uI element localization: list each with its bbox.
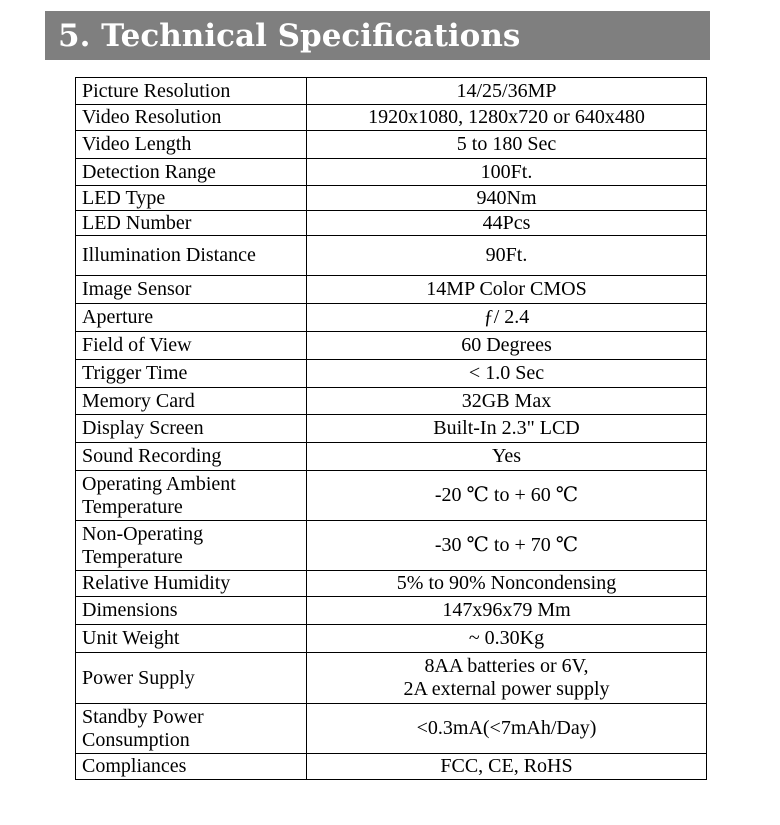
spec-value: ~ 0.30Kg [307, 625, 707, 653]
table-row [76, 159, 707, 186]
table-row [76, 332, 707, 360]
spec-label: Image Sensor [76, 276, 307, 304]
table-row [76, 653, 707, 704]
table-row [76, 415, 707, 443]
spec-label: Dimensions [76, 597, 307, 625]
section-title: 5. Technical Specifications [58, 17, 521, 54]
spec-label: Compliances [76, 754, 307, 780]
spec-value: ƒ/ 2.4 [307, 304, 707, 332]
table-row [76, 521, 707, 571]
table-row [76, 131, 707, 159]
table-row [76, 471, 707, 521]
spec-value: 940Nm [307, 186, 707, 211]
spec-value: Built-In 2.3" LCD [307, 415, 707, 443]
spec-label: Video Length [76, 131, 307, 159]
spec-label: Illumination Distance [76, 236, 307, 276]
spec-value-line: 8AA batteries or 6V, [424, 655, 589, 677]
table-row [76, 754, 707, 780]
spec-value: 14MP Color CMOS [307, 276, 707, 304]
table-row [76, 276, 707, 304]
table-row [76, 211, 707, 236]
table-row [76, 186, 707, 211]
spec-value: 90Ft. [307, 236, 707, 276]
spec-label: Detection Range [76, 159, 307, 186]
spec-value: 100Ft. [307, 159, 707, 186]
table-row [76, 304, 707, 332]
spec-value: 5 to 180 Sec [307, 131, 707, 159]
table-row [76, 597, 707, 625]
spec-label: Standby Power Consumption [76, 704, 307, 754]
spec-label: Sound Recording [76, 443, 307, 471]
spec-label: Trigger Time [76, 360, 307, 388]
table-row [76, 360, 707, 388]
spec-value: FCC, CE, RoHS [307, 754, 707, 780]
spec-label: Non-Operating Temperature [76, 521, 307, 571]
table-row [76, 105, 707, 131]
spec-label: Picture Resolution [76, 78, 307, 105]
table-row [76, 443, 707, 471]
spec-label: LED Number [76, 211, 307, 236]
spec-value: <0.3mA(<7mAh/Day) [307, 704, 707, 754]
spec-value: < 1.0 Sec [307, 360, 707, 388]
table-row [76, 704, 707, 754]
spec-label: Relative Humidity [76, 571, 307, 597]
spec-value: -30 ℃ to + 70 ℃ [307, 521, 707, 571]
spec-label: Field of View [76, 332, 307, 360]
spec-value: 60 Degrees [307, 332, 707, 360]
table-row [76, 571, 707, 597]
spec-label: Video Resolution [76, 105, 307, 131]
spec-value: 14/25/36MP [307, 78, 707, 105]
spec-value: 32GB Max [307, 388, 707, 415]
spec-label: Memory Card [76, 388, 307, 415]
table-row [76, 236, 707, 276]
spec-label: Aperture [76, 304, 307, 332]
specifications-table [75, 77, 707, 780]
table-row [76, 78, 707, 105]
spec-label: Unit Weight [76, 625, 307, 653]
table-row [76, 625, 707, 653]
spec-value: Yes [307, 443, 707, 471]
spec-value: 44Pcs [307, 211, 707, 236]
section-header [45, 11, 710, 60]
spec-label: Operating Ambient Temperature [76, 471, 307, 521]
spec-label: Power Supply [76, 653, 307, 704]
spec-value-line: 2A external power supply [403, 678, 610, 700]
spec-value [307, 653, 707, 704]
spec-value: 147x96x79 Mm [307, 597, 707, 625]
spec-value: 1920x1080, 1280x720 or 640x480 [307, 105, 707, 131]
spec-label: LED Type [76, 186, 307, 211]
spec-value: 5% to 90% Noncondensing [307, 571, 707, 597]
table-row [76, 388, 707, 415]
spec-label: Display Screen [76, 415, 307, 443]
spec-value: -20 ℃ to + 60 ℃ [307, 471, 707, 521]
